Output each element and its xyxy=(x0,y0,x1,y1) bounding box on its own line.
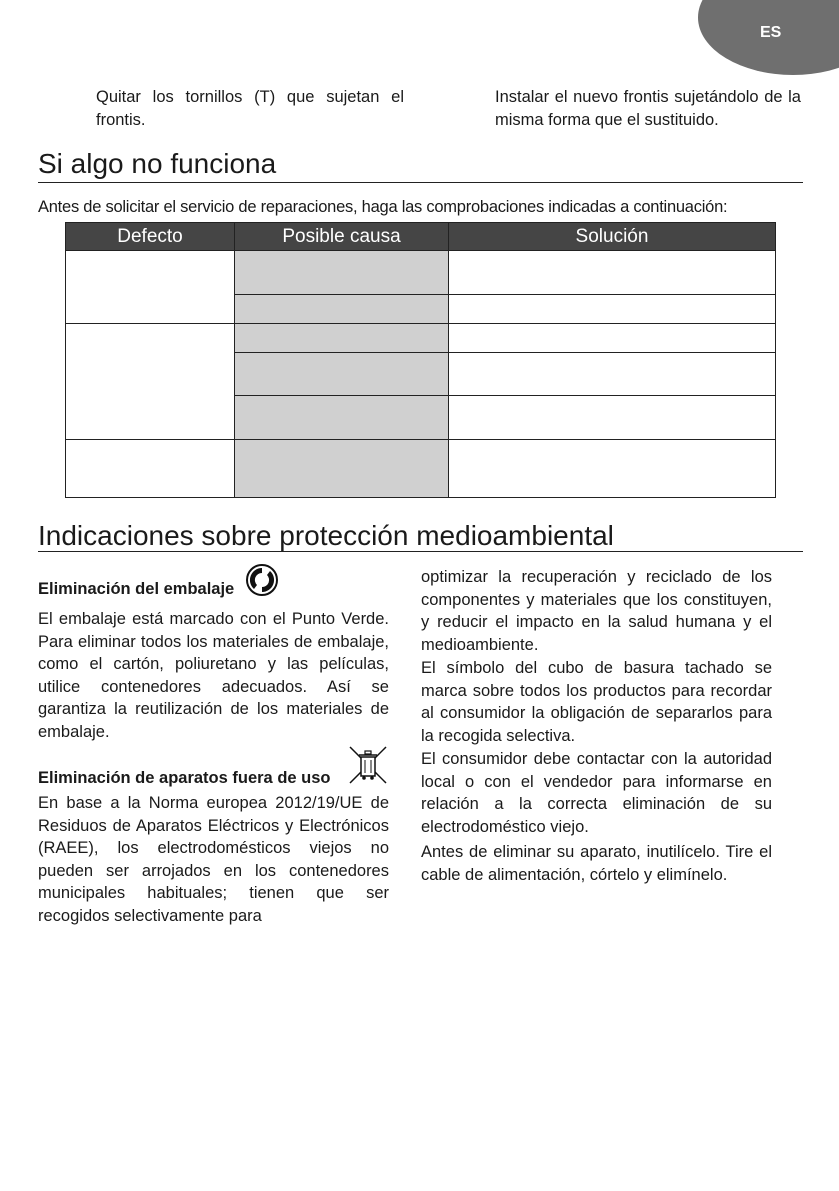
defect-cell xyxy=(66,251,235,324)
green-dot-icon xyxy=(245,563,279,602)
cause-cell xyxy=(235,295,449,324)
instruction-left: Quitar los tornillos (T) que sujetan el frontis. xyxy=(96,88,404,129)
cause-cell xyxy=(235,353,449,396)
environment-paragraph-2: El símbolo del cubo de basura tachado se marca sobre todos los productos para recordar al consumidor la obligación de separarlos para la recogida selectiva. xyxy=(421,659,772,745)
packaging-heading: Eliminación del embalaje xyxy=(38,580,235,598)
environment-rule xyxy=(38,551,803,552)
instruction-right: Instalar el nuevo frontis sujetándolo de la misma forma que el sustituido. xyxy=(495,88,801,129)
table-row xyxy=(66,251,776,295)
cause-cell xyxy=(235,396,449,440)
table-header-row xyxy=(66,223,776,251)
cause-cell xyxy=(235,324,449,353)
header-cause: Posible causa xyxy=(235,223,449,251)
troubleshoot-table xyxy=(65,222,776,498)
environment-paragraph-1: optimizar la recuperación y reciclado de los componentes y materiales que los constituyen, y reducir el impacto en la salud humana y el medioambiente. xyxy=(421,568,772,654)
disposal-text: En base a la Norma europea 2012/19/UE de Residuos de Aparatos Eléctricos y Electrónicos (RAEE), los electrodomésticos viejos no pueden ser arrojados en los contenedores municipales habituales; tienen que ser recogidos selectivamente para xyxy=(38,794,389,925)
header-solution: Solución xyxy=(449,223,776,251)
header-defect: Defecto xyxy=(66,223,235,251)
solution-cell xyxy=(449,251,776,295)
cause-cell xyxy=(235,440,449,498)
defect-cell xyxy=(66,440,235,498)
defect-cell xyxy=(66,324,235,440)
environment-paragraph-3: El consumidor debe contactar con la autoridad local o con el vendedor para informarse en relación a la correcta eliminación de su electrodoméstico viejo. xyxy=(421,750,772,836)
table-row xyxy=(66,324,776,353)
table-row xyxy=(66,440,776,498)
troubleshoot-rule xyxy=(38,182,803,183)
language-badge-label: ES xyxy=(760,24,782,41)
solution-cell xyxy=(449,396,776,440)
packaging-text: El embalaje está marcado con el Punto Verde. Para eliminar todos los materiales de embalaje, como el cartón, poliuretano y las películas, utilice contenedores adecuados. Así se garantiza la reutilización de los materiales de embalaje. xyxy=(38,610,389,741)
cause-cell xyxy=(235,251,449,295)
solution-cell xyxy=(449,324,776,353)
troubleshoot-intro: Antes de solicitar el servicio de reparaciones, haga las comprobaciones indicadas a continuación: xyxy=(38,198,728,216)
solution-cell xyxy=(449,440,776,498)
crossed-bin-icon xyxy=(347,744,389,791)
solution-cell xyxy=(449,353,776,396)
solution-cell xyxy=(449,295,776,324)
environment-title: Indicaciones sobre protección medioambiental xyxy=(38,520,614,551)
disposal-heading: Eliminación de aparatos fuera de uso xyxy=(38,769,331,787)
troubleshoot-title: Si algo no funciona xyxy=(38,148,277,179)
environment-paragraph-4: Antes de eliminar su aparato, inutilícelo. Tire el cable de alimentación, córtelo y elimínelo. xyxy=(421,843,772,884)
